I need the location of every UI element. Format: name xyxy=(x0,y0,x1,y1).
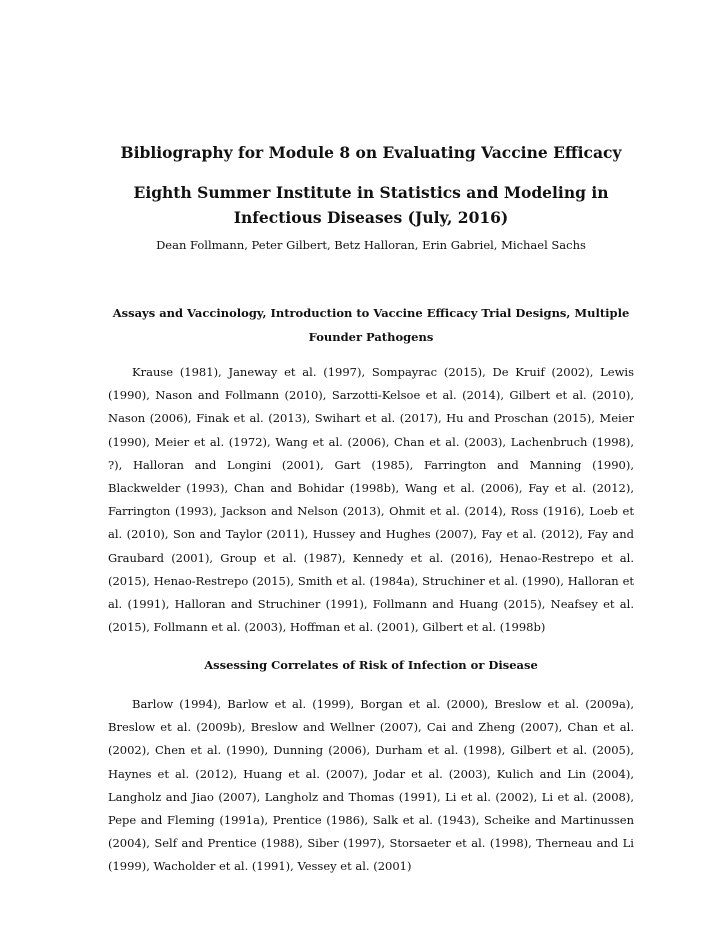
author-list: Dean Follmann, Peter Gilbert, Betz Halloran, Erin Gabriel, Michael Sachs xyxy=(156,238,586,252)
document-subtitle: Eighth Summer Institute in Statistics and Modeling in Infectious Diseases (July, 2016) xyxy=(133,183,609,227)
section-body-assays: Krause (1981), Janeway et al. (1997), Sompayrac (2015), De Kruif (2002), Lewis (1990), Nason and Follmann (2010), Sarzotti-Kelsoe et al. (2014), Gilbert et al. (2010), Nason (2006), Finak et al. (2013), Swihart et al. (2017), Hu and Proschan (2015), Meier (1990), Meier et al. (1972), Wang et al. (2006), Chan et al. (2003), Lachenbruch (1998), ?), Halloran and Longini (2001), Gart (1985), Farrington and Manning (1990), Blackwelder (1993), Chan and Bohidar (1998b), Wang et al. (2006), Fay et al. (2012), Farrington (1993), Jackson and Nelson (2013), Ohmit et al. (2014), Ross (1916), Loeb et al. (2010), Son and Taylor (2011), Hussey and Hughes (2007), Fay et al. (2012), Fay and Graubard (2001), Group et al. (1987), Kennedy et al. (2016), Henao-Restrepo et al. (2015), Henao-Restrepo (2015), Smith et al. (1984a), Struchiner et al. (1990), Halloran et al. (1991), Halloran and Struchiner (1991), Follmann and Huang (2015), Neafsey et al. (2015), Follmann et al. (2003), Hoffman et al. (2001), Gilbert et al. (1998b) xyxy=(108,365,634,635)
section-heading-assays: Assays and Vaccinology, Introduction to Vaccine Efficacy Trial Designs, Multiple Founder Pathogens xyxy=(112,306,630,344)
section-heading-correlates: Assessing Correlates of Risk of Infection or Disease xyxy=(204,658,538,672)
section-body-correlates: Barlow (1994), Barlow et al. (1999), Borgan et al. (2000), Breslow et al. (2009a), Breslow et al. (2009b), Breslow and Wellner (2007), Cai and Zheng (2007), Chan et al. (2002), Chen et al. (1990), Dunning (2006), Durham et al. (1998), Gilbert et al. (2005), Haynes et al. (2012), Huang et al. (2007), Jodar et al. (2003), Kulich and Lin (2004), Langholz and Jiao (2007), Langholz and Thomas (1991), Li et al. (2002), Li et al. (2008), Pepe and Fleming (1991a), Prentice (1986), Salk et al. (1943), Scheike and Martinussen (2004), Self and Prentice (1988), Siber (1997), Storsaeter et al. (1998), Therneau and Li (1999), Wacholder et al. (1991), Vessey et al. (2001) xyxy=(108,697,634,874)
document-title: Bibliography for Module 8 on Evaluating Vaccine Efficacy xyxy=(120,143,622,162)
